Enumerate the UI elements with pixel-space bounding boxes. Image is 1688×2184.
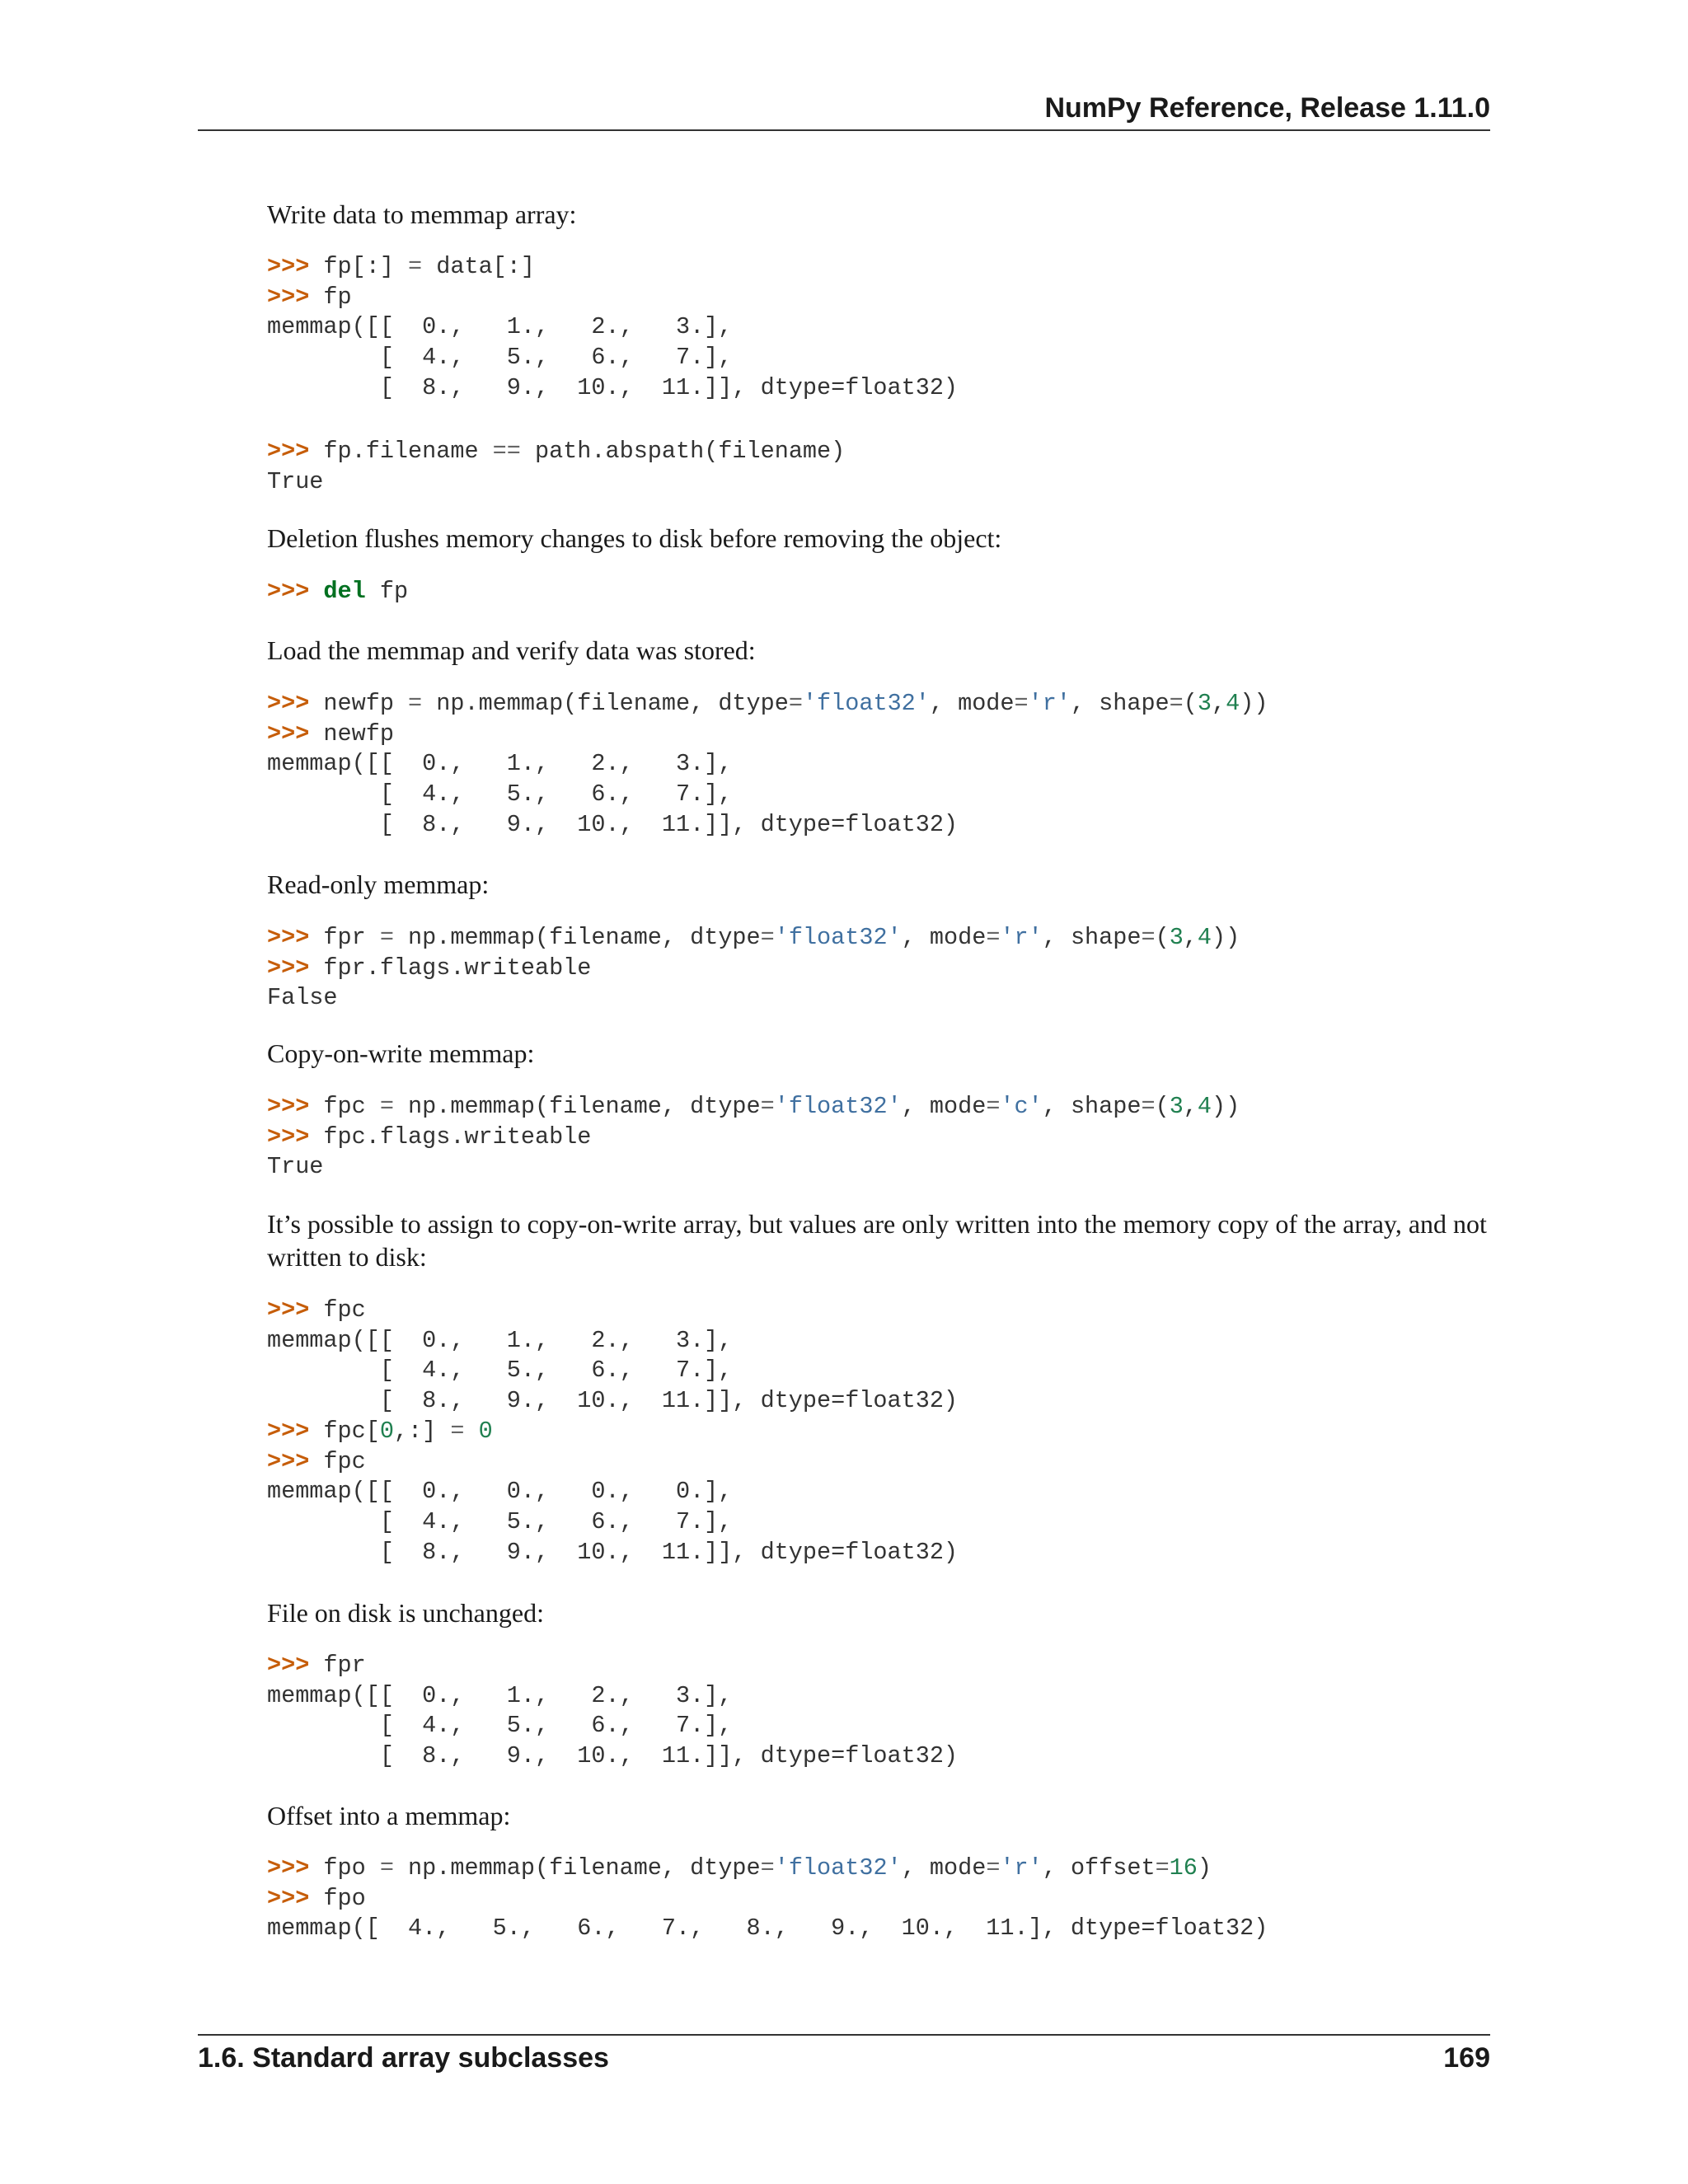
- code-token: 0: [478, 1417, 493, 1445]
- code-token: [ 4., 5., 6., 7.],: [267, 344, 733, 372]
- code-token: =: [408, 690, 423, 717]
- code-token: fpr.flags.writeable: [323, 954, 592, 982]
- code-line: [267, 577, 408, 607]
- code-token: 16: [1169, 1854, 1198, 1882]
- code-token: [ 8., 9., 10., 11.]], dtype=float32): [267, 1387, 959, 1415]
- code-prompt: >>>: [267, 253, 324, 280]
- page-number: 169: [1443, 2042, 1490, 2074]
- document-title: NumPy Reference, Release 1.11.0: [1044, 92, 1490, 124]
- code-prompt: >>>: [267, 719, 324, 748]
- code-token: , offset: [1042, 1854, 1156, 1882]
- code-line: [267, 283, 958, 313]
- section-title: 1.6. Standard array subclasses: [198, 2042, 609, 2074]
- code-line: [267, 1507, 958, 1538]
- code-token: fpr: [323, 924, 380, 951]
- code-block: [267, 437, 845, 497]
- code-token: memmap([ 4., 5., 6., 7., 8., 9., 10., 11.], dtype=float32): [267, 1915, 1268, 1943]
- code-token: fp[:]: [323, 253, 409, 280]
- code-token: del: [323, 578, 366, 605]
- paragraph: Copy-on-write memmap:: [267, 1038, 535, 1068]
- code-token: fpc[: [323, 1417, 380, 1445]
- code-prompt: >>>: [267, 1122, 324, 1151]
- code-token: =: [379, 1854, 394, 1882]
- code-prompt: >>>: [267, 1854, 324, 1882]
- code-token: =: [986, 924, 1001, 951]
- code-token: True: [267, 1153, 324, 1181]
- code-token: ,: [1183, 1093, 1198, 1120]
- code-token: )): [1240, 690, 1268, 717]
- code-token: fpc: [323, 1093, 380, 1120]
- code-token: ,: [1183, 924, 1198, 951]
- code-line: [267, 810, 1268, 841]
- code-token: [ 4., 5., 6., 7.],: [267, 1507, 733, 1535]
- code-token: 4: [1197, 1093, 1212, 1120]
- code-line: [267, 1681, 958, 1712]
- code-token: 'float32': [802, 690, 930, 717]
- code-token: [464, 1418, 478, 1445]
- code-token: (: [1155, 1093, 1170, 1120]
- code-line: [267, 343, 958, 373]
- code-token: =: [1155, 1854, 1170, 1882]
- code-token: , mode: [901, 1854, 987, 1882]
- code-line: [267, 1386, 958, 1417]
- code-line: [267, 954, 1240, 984]
- code-token: True: [267, 467, 324, 495]
- code-token: 3: [1169, 1093, 1184, 1120]
- code-token: fpc: [323, 1296, 366, 1324]
- code-line: [267, 1296, 958, 1326]
- code-line: [267, 1477, 958, 1507]
- code-token: =: [379, 924, 394, 951]
- code-line: [267, 312, 958, 343]
- code-token: fpc: [323, 1447, 366, 1475]
- code-token: =: [760, 924, 775, 951]
- code-line: [267, 1711, 958, 1741]
- code-token: [ 8., 9., 10., 11.]], dtype=float32): [267, 1742, 959, 1770]
- code-token: 'float32': [774, 1854, 902, 1882]
- code-token: =: [1169, 690, 1184, 717]
- code-token: ==: [492, 438, 521, 465]
- code-line: [267, 1741, 958, 1772]
- code-token: , shape: [1070, 690, 1170, 717]
- code-line: [267, 1651, 958, 1681]
- code-prompt: >>>: [267, 1884, 324, 1912]
- code-token: 3: [1197, 690, 1212, 717]
- code-block: [267, 1092, 1240, 1183]
- code-token: =: [1141, 924, 1156, 951]
- code-token: =: [760, 1854, 775, 1882]
- header-divider: [198, 129, 1490, 131]
- code-token: fpo: [323, 1854, 380, 1882]
- code-prompt: >>>: [267, 954, 324, 982]
- code-token: =: [379, 1093, 394, 1120]
- code-token: ,: [1212, 690, 1226, 717]
- code-token: ,:]: [393, 1417, 451, 1445]
- paragraph: Write data to memmap array:: [267, 199, 577, 229]
- code-prompt: >>>: [267, 283, 324, 311]
- code-line: [267, 1122, 1240, 1153]
- code-token: =: [1014, 690, 1029, 717]
- code-token: fp: [365, 578, 409, 605]
- footer-divider: [198, 2034, 1490, 2036]
- code-prompt: >>>: [267, 1296, 324, 1324]
- code-token: )): [1212, 1093, 1240, 1120]
- code-line: [267, 780, 1268, 810]
- code-line: [267, 1092, 1240, 1122]
- code-block: [267, 577, 408, 607]
- code-token: , mode: [901, 1093, 987, 1120]
- code-token: 'float32': [774, 1093, 902, 1120]
- code-prompt: >>>: [267, 578, 324, 605]
- code-token: 4: [1197, 924, 1212, 951]
- code-token: )): [1212, 924, 1240, 951]
- code-token: 0: [379, 1417, 394, 1445]
- code-line: [267, 1884, 1268, 1915]
- code-token: fp.filename: [323, 438, 493, 465]
- code-token: np.memmap(filename, dtype: [422, 690, 789, 717]
- code-token: [ 8., 9., 10., 11.]], dtype=float32): [267, 810, 959, 838]
- code-line: [267, 1854, 1268, 1884]
- code-token: , shape: [1042, 924, 1142, 951]
- code-token: data[:]: [422, 253, 535, 280]
- code-token: [ 4., 5., 6., 7.],: [267, 1712, 733, 1740]
- code-token: [ 4., 5., 6., 7.],: [267, 780, 733, 808]
- code-line: [267, 1326, 958, 1357]
- code-token: 4: [1226, 690, 1240, 717]
- paragraph: Deletion flushes memory changes to disk before removing the object:: [267, 523, 1002, 553]
- code-token: newfp: [323, 690, 409, 717]
- paragraph: It’s possible to assign to copy-on-write array, but values are only written into the memory copy of the array, and not written to disk:: [267, 1209, 1487, 1272]
- code-line: [267, 252, 958, 283]
- code-prompt: >>>: [267, 438, 324, 465]
- code-token: =: [986, 1093, 1001, 1120]
- code-token: [ 4., 5., 6., 7.],: [267, 1357, 733, 1385]
- code-token: fpo: [323, 1884, 366, 1912]
- code-block: [267, 1296, 958, 1568]
- code-token: 'c': [1000, 1093, 1043, 1120]
- code-token: 'r': [1028, 690, 1071, 717]
- code-token: ): [1197, 1854, 1212, 1882]
- paragraph: Read-only memmap:: [267, 869, 490, 899]
- code-block: [267, 923, 1240, 1014]
- code-token: memmap([[ 0., 1., 2., 3.],: [267, 313, 733, 341]
- paragraph: Load the memmap and verify data was stored:: [267, 635, 756, 665]
- code-line: [267, 437, 845, 467]
- code-token: =: [1141, 1093, 1156, 1120]
- code-line: [267, 1538, 958, 1568]
- code-token: fpr: [323, 1652, 366, 1679]
- code-token: np.memmap(filename, dtype: [393, 924, 761, 951]
- code-token: 'r': [1000, 924, 1043, 951]
- code-line: [267, 719, 1268, 750]
- code-token: (: [1155, 924, 1170, 951]
- code-line: [267, 1356, 958, 1386]
- code-block: [267, 1651, 958, 1772]
- code-token: =: [760, 1093, 775, 1120]
- code-line: [267, 467, 845, 498]
- code-line: [267, 1152, 1240, 1183]
- code-prompt: >>>: [267, 1417, 324, 1445]
- code-token: memmap([[ 0., 0., 0., 0.],: [267, 1478, 733, 1506]
- code-line: [267, 689, 1268, 719]
- code-token: fp: [323, 283, 352, 311]
- code-token: [ 8., 9., 10., 11.]], dtype=float32): [267, 373, 959, 401]
- code-token: 'r': [1000, 1854, 1043, 1882]
- code-token: =: [986, 1854, 1001, 1882]
- code-token: False: [267, 984, 338, 1012]
- code-token: np.memmap(filename, dtype: [393, 1093, 761, 1120]
- code-token: , mode: [929, 690, 1015, 717]
- code-line: [267, 983, 1240, 1014]
- code-prompt: >>>: [267, 690, 324, 717]
- code-prompt: >>>: [267, 1093, 324, 1120]
- code-block: [267, 252, 958, 404]
- code-line: [267, 1417, 958, 1447]
- code-token: , mode: [901, 924, 987, 951]
- code-token: fpc.flags.writeable: [323, 1122, 592, 1151]
- code-token: , shape: [1042, 1093, 1142, 1120]
- code-block: [267, 1854, 1268, 1944]
- code-token: =: [788, 690, 803, 717]
- code-token: path.abspath(filename): [520, 438, 846, 465]
- code-token: memmap([[ 0., 1., 2., 3.],: [267, 1326, 733, 1354]
- code-token: 3: [1169, 924, 1184, 951]
- code-block: [267, 689, 1268, 841]
- code-line: [267, 749, 1268, 780]
- code-token: [ 8., 9., 10., 11.]], dtype=float32): [267, 1538, 959, 1566]
- code-line: [267, 1447, 958, 1478]
- code-token: memmap([[ 0., 1., 2., 3.],: [267, 750, 733, 778]
- code-token: newfp: [323, 719, 394, 748]
- code-token: memmap([[ 0., 1., 2., 3.],: [267, 1681, 733, 1709]
- paragraph: File on disk is unchanged:: [267, 1598, 544, 1628]
- code-token: (: [1183, 690, 1198, 717]
- code-line: [267, 923, 1240, 954]
- paragraph: Offset into a memmap:: [267, 1801, 511, 1830]
- code-token: =: [408, 253, 423, 280]
- code-line: [267, 373, 958, 404]
- code-prompt: >>>: [267, 924, 324, 951]
- code-token: 'float32': [774, 924, 902, 951]
- code-line: [267, 1914, 1268, 1944]
- code-token: np.memmap(filename, dtype: [393, 1854, 761, 1882]
- code-prompt: >>>: [267, 1447, 324, 1475]
- code-token: =: [450, 1417, 465, 1445]
- code-prompt: >>>: [267, 1652, 324, 1679]
